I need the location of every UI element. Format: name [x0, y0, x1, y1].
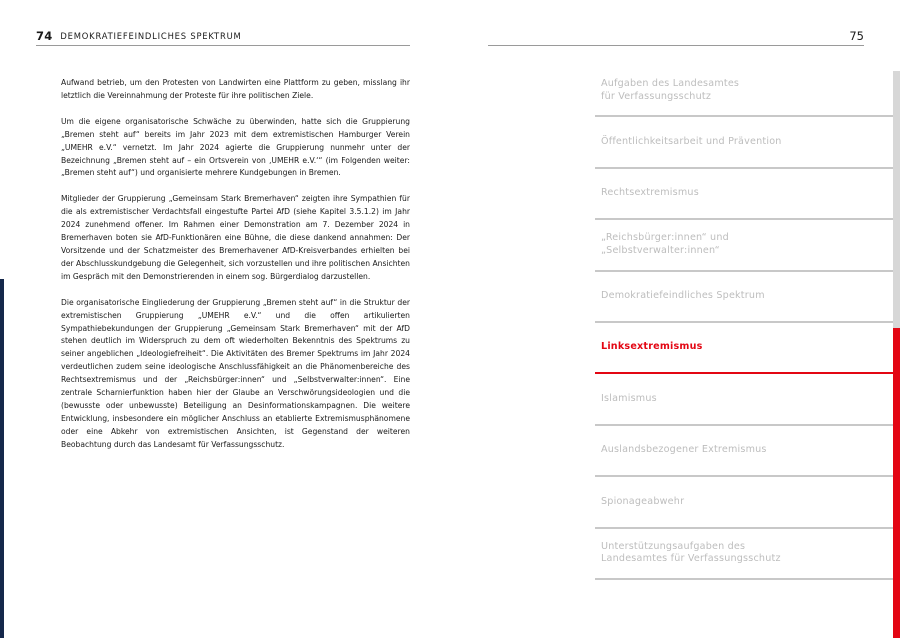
toc-item-demokratiefeindliches-spektrum[interactable]: Demokratiefeindliches Spektrum: [595, 272, 893, 323]
toc-item-aufgaben[interactable]: Aufgaben des Landesamtes für Verfassungsschutz: [595, 66, 893, 117]
toc-item-oeffentlichkeitsarbeit[interactable]: Öffentlichkeitsarbeit und Prävention: [595, 117, 893, 168]
paragraph-2: Um die eigene organisatorische Schwäche zu überwinden, hatte sich die Gruppierung „Bremen steht auf“ bereits im Jahr 2023 mit dem extremistischen Hamburger Verein „UMEHR e.V.“ vernetzt. Im Jahr 2024 agierte die Gruppierung nunmehr unter der Bezeichnung „Bremen steht auf – ein Ortsverein von ‚UMEHR e.V.‘“ (im Folgenden weiter: „Bremen steht auf“) und organisierte mehrere Kundgebungen in Bremen.: [61, 116, 410, 178]
toc-item-rechtsextremismus[interactable]: Rechtsextremismus: [595, 169, 893, 220]
paragraph-1: Aufwand betrieb, um den Protesten von Landwirten eine Plattform zu geben, misslang ihr letztlich die Vereinnahmung der Proteste für ihre politischen Ziele.: [61, 78, 410, 100]
left-page-header: [36, 29, 410, 43]
section-title: DEMOKRATIEFEINDLICHES SPEKTRUM: [60, 31, 242, 41]
toc-item-reichsbuerger[interactable]: „Reichsbürger:innen“ und „Selbstverwalter:innen“: [595, 220, 893, 271]
left-page-number: 74: [36, 29, 53, 43]
left-edge-accent-bar: [0, 279, 4, 638]
navigation-scroll-thumb[interactable]: [893, 328, 900, 638]
paragraph-3: Mitglieder der Gruppierung „Gemeinsam Stark Bremerhaven“ zeigten ihre Sympathien für die als extremistischer Verdachtsfall eingestufte Partei AfD (siehe Kapitel 3.5.1.2) im Jahr 2024 zunehmend offener. Im Rahmen einer Demonstration am 7. Dezember 2024 in Bremerhaven boten sie AfD-Funktionären eine Bühne, die diese dankend annahmen: Der Vorsitzende und der Schatzmeister des Bremerhavener AfD-Kreisverbandes erhielten bei der Abschlusskundgebung die Gelegenheit, sich vorzustellen und ihre politischen Ansichten im Gespräch mit den Demonstrierenden in einem sog. Bürgerdialog darzustellen.: [61, 194, 410, 281]
right-header-rule: [488, 45, 864, 46]
toc-item-linksextremismus[interactable]: Linksextremismus: [595, 323, 893, 374]
toc-item-spionageabwehr[interactable]: Spionageabwehr: [595, 477, 893, 528]
toc-item-unterstuetzungsaufgaben[interactable]: Unterstützungsaufgaben des Landesamtes für Verfassungsschutz: [595, 529, 893, 580]
toc-item-islamismus[interactable]: Islamismus: [595, 374, 893, 425]
toc-item-auslandsbezogener-extremismus[interactable]: Auslandsbezogener Extremismus: [595, 426, 893, 477]
chapter-navigation: [595, 66, 893, 580]
right-page-number: 75: [849, 29, 864, 43]
right-page: [450, 0, 900, 638]
body-text: [61, 77, 410, 465]
left-header-rule: [36, 45, 410, 46]
paragraph-4: Die organisatorische Eingliederung der Gruppierung „Bremen steht auf“ in die Struktur der extremistischen Gruppierung „UMEHR e.V.“ und die offen artikulierten Sympathiebekundungen der Gruppierung „Gemeinsam Stark Bremerhaven“ mit der AfD stehen deutlich im Widerspruch zu dem oft wiederholten Bekenntnis des Spektrums zu seiner angeblichen „Ideologiefreiheit“. Die Aktivitäten des Bremer Spektrums im Jahr 2024 verdeutlichen zudem seine ideologische Anschlussfähigkeit an die Phänomenbereiche des Rechtsextremismus und der „Reichsbürger:innen“ und „Selbstverwalter:innen“. Eine zentrale Scharnierfunktion haben hier der Glaube an Verschwörungsideologien und die (bewusste oder unbewusste) Beteiligung an Desinformationskampagnen. Die weitere Entwicklung, insbesondere ein möglicher Anschluss an etablierte Extremismusphänomene oder eine Abkehr von extremistischen Ansichten, ist Gegenstand der weiteren Beobachtung durch das Landesamt für Verfassungsschutz.: [61, 297, 410, 449]
